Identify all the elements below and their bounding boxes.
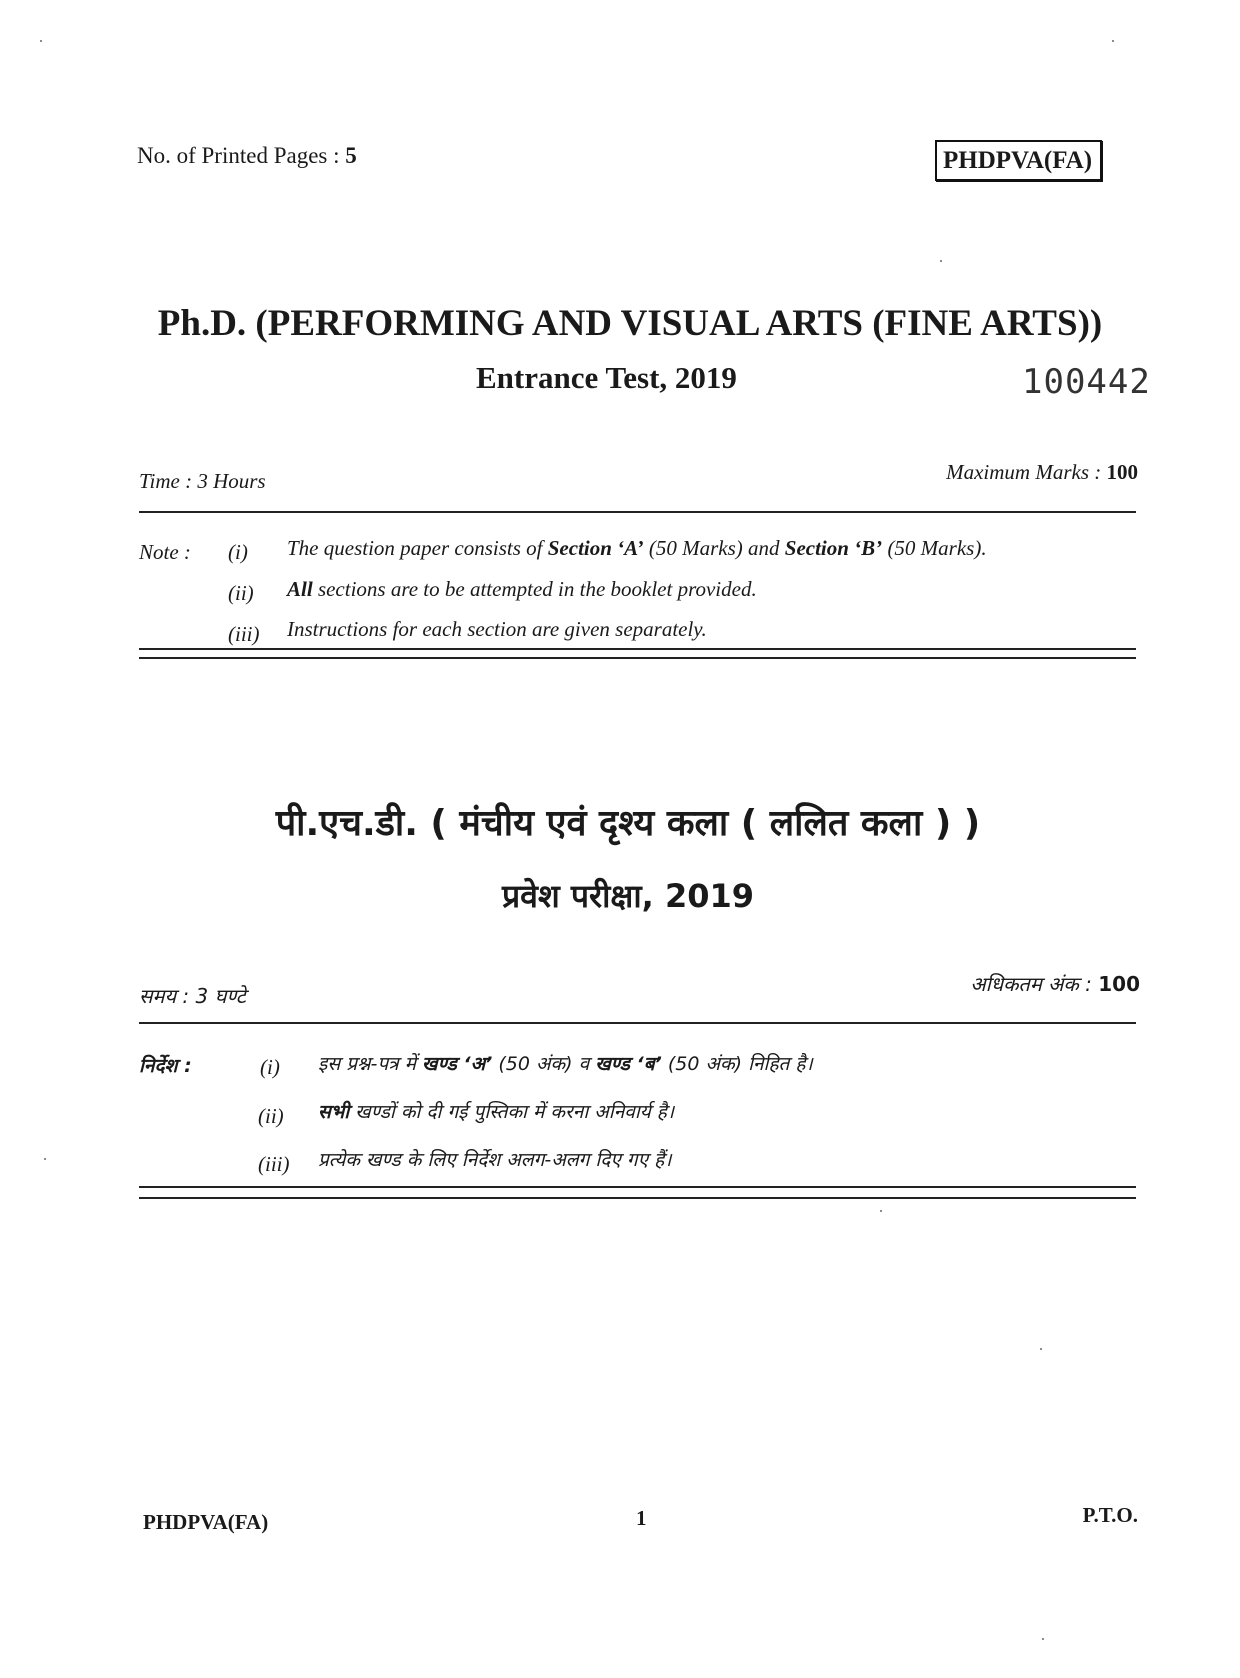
note-text-part: Section ‘A’ bbox=[547, 536, 644, 560]
hindi-note-bottom-rule-double bbox=[139, 1197, 1136, 1199]
scan-speck bbox=[940, 260, 942, 262]
hindi-title: पी.एच.डी. ( मंचीय एवं दृश्य कला ( ललित कला ) ) bbox=[275, 803, 981, 844]
english-time: Time : 3 Hours bbox=[139, 469, 266, 493]
note-text-part: इस प्रश्न-पत्र में bbox=[318, 1053, 423, 1075]
hindi-time: समय : 3 घण्टे bbox=[139, 984, 246, 1008]
hindi-note-item bbox=[318, 1050, 813, 1076]
scan-speck bbox=[880, 1210, 882, 1212]
hindi-max-marks-value: 100 bbox=[1098, 972, 1140, 996]
hindi-note-number: (ii) bbox=[258, 1104, 284, 1128]
scan-speck bbox=[1042, 1638, 1044, 1640]
footer-page-number: 1 bbox=[636, 1506, 647, 1530]
english-max-marks bbox=[946, 460, 1138, 485]
scan-speck bbox=[44, 1158, 46, 1160]
english-note-number: (iii) bbox=[228, 622, 260, 646]
printed-pages bbox=[137, 143, 357, 169]
note-text-part: (50 Marks). bbox=[882, 536, 987, 560]
note-text-part: सभी bbox=[318, 1101, 350, 1123]
english-title: Ph.D. (PERFORMING AND VISUAL ARTS (FINE ARTS)) bbox=[157, 303, 1103, 344]
hindi-note-number: (i) bbox=[260, 1055, 280, 1079]
hindi-max-marks bbox=[970, 970, 1140, 997]
scan-speck bbox=[1112, 40, 1114, 42]
hindi-note-item bbox=[318, 1146, 671, 1172]
hindi-note-number: (iii) bbox=[258, 1152, 290, 1176]
note-text-part: (50 Marks) and bbox=[643, 536, 785, 560]
hindi-note-bottom-rule bbox=[139, 1186, 1136, 1188]
note-text-part: प्रत्येक खण्ड के लिए निर्देश अलग-अलग दिए गए हैं। bbox=[318, 1149, 672, 1171]
hindi-subtitle: प्रवेश परीक्षा, 2019 bbox=[501, 877, 755, 915]
serial-number: 100442 bbox=[1022, 362, 1151, 402]
note-text-part: खण्ड ‘ब’ bbox=[595, 1053, 662, 1075]
note-text-part: Section ‘B’ bbox=[784, 536, 883, 560]
printed-pages-label: No. of Printed Pages : bbox=[137, 143, 340, 168]
english-max-marks-label: Maximum Marks : bbox=[946, 460, 1102, 484]
english-note-top-rule bbox=[139, 511, 1136, 513]
note-text-part: खण्ड ‘अ’ bbox=[422, 1053, 493, 1075]
note-text-part: All bbox=[287, 577, 313, 601]
english-note-item bbox=[287, 617, 707, 642]
hindi-note-item bbox=[318, 1098, 674, 1124]
english-subtitle: Entrance Test, 2019 bbox=[476, 360, 737, 395]
printed-pages-value: 5 bbox=[345, 143, 357, 168]
note-text-part: (50 अंक) निहित है। bbox=[661, 1053, 813, 1075]
english-note-number: (ii) bbox=[228, 581, 254, 605]
footer-pto: P.T.O. bbox=[1082, 1503, 1138, 1527]
english-note-bottom-rule-double bbox=[139, 657, 1136, 659]
footer-paper-code: PHDPVA(FA) bbox=[143, 1510, 269, 1534]
english-note-number: (i) bbox=[228, 540, 248, 564]
note-text-part: The question paper consists of bbox=[287, 536, 548, 560]
english-note-item bbox=[287, 577, 757, 602]
hindi-max-marks-label: अधिकतम अंक : bbox=[970, 972, 1092, 996]
english-note-label: Note : bbox=[139, 540, 191, 564]
paper-code-box: PHDPVA(FA) bbox=[935, 140, 1102, 181]
note-text-part: Instructions for each section are given separately. bbox=[287, 617, 707, 641]
hindi-note-top-rule bbox=[139, 1022, 1136, 1024]
scan-speck bbox=[1040, 1348, 1042, 1350]
english-note-bottom-rule bbox=[139, 648, 1136, 650]
english-max-marks-value: 100 bbox=[1106, 460, 1138, 484]
scan-speck bbox=[40, 40, 42, 42]
hindi-note-label: निर्देश : bbox=[139, 1055, 192, 1077]
note-text-part: (50 अंक) व bbox=[492, 1053, 596, 1075]
note-text-part: खण्डों को दी गई पुस्तिका में करना अनिवार्य है। bbox=[349, 1101, 675, 1123]
note-text-part: sections are to be attempted in the booklet provided. bbox=[312, 577, 757, 601]
english-note-item bbox=[287, 536, 987, 561]
